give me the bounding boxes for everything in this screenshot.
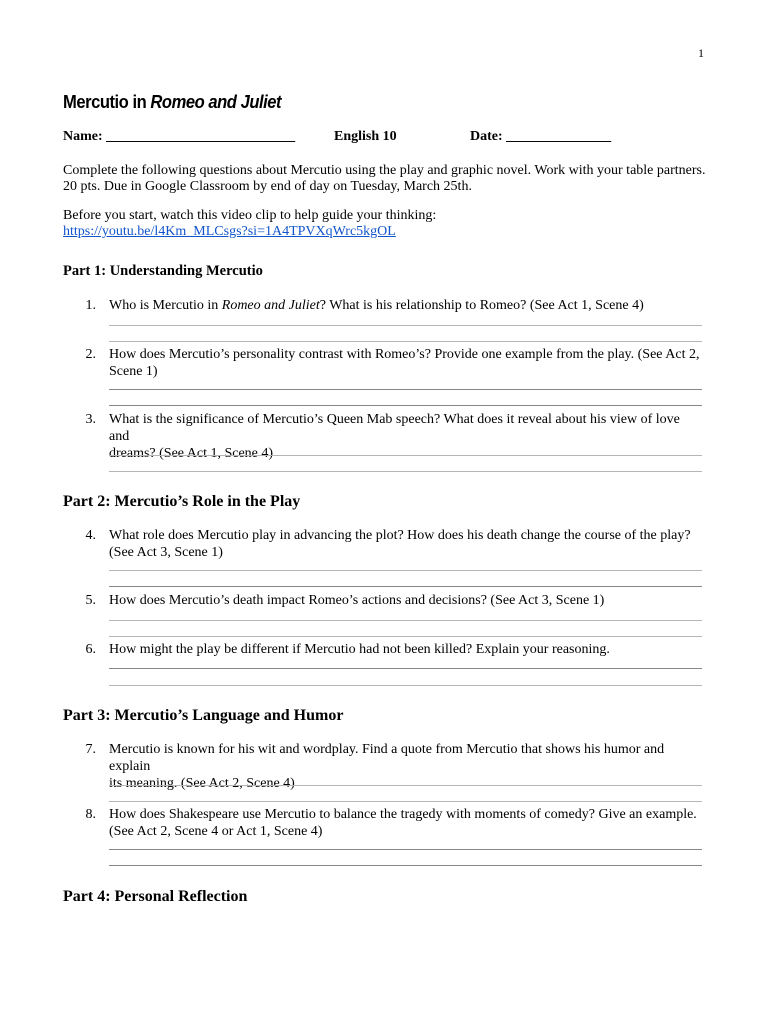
question-5 — [63, 592, 703, 609]
question-8 — [63, 806, 703, 840]
question-number: 3. — [85, 412, 96, 427]
question-number: 8. — [85, 807, 96, 822]
title-play-name: Romeo and Juliet — [150, 92, 282, 112]
question-text: How does Mercutio’s death impact Romeo’s actions and decisions? (See Act 3, Scene 1) — [109, 593, 605, 608]
answer-line[interactable] — [109, 325, 702, 326]
part-4-heading: Part 4: Personal Reflection — [63, 888, 248, 905]
question-number: 2. — [85, 347, 96, 362]
instructions-line-2: 20 pts. Due in Google Classroom by end of day on Tuesday, March 25th. — [63, 179, 472, 194]
part-2-heading: Part 2: Mercutio’s Role in the Play — [63, 493, 301, 510]
question-number: 7. — [85, 742, 96, 757]
question-text: How does Shakespeare use Mercutio to balance the tragedy with moments of comedy? Give an example. (See Act 2, Scene 4 or Act 1, Scene 4) — [109, 807, 697, 839]
question-1 — [63, 297, 703, 314]
answer-line[interactable] — [109, 586, 702, 587]
class-label: English 10 — [334, 129, 397, 144]
answer-line[interactable] — [109, 620, 702, 621]
answer-line[interactable] — [109, 455, 702, 456]
title-prefix: Mercutio in — [63, 92, 151, 112]
answer-line[interactable] — [109, 636, 702, 637]
answer-line[interactable] — [109, 801, 702, 802]
answer-line[interactable] — [109, 389, 702, 390]
video-prompt: Before you start, watch this video clip to help guide your thinking: — [63, 208, 437, 223]
question-6 — [63, 641, 703, 658]
answer-line[interactable] — [109, 405, 702, 406]
name-field[interactable]: Name: ___________________________ — [63, 129, 296, 144]
answer-line[interactable] — [109, 685, 702, 686]
date-field[interactable]: Date: _______________ — [470, 129, 612, 144]
question-text: How might the play be different if Mercutio had not been killed? Explain your reasoning. — [109, 642, 610, 657]
question-text: What role does Mercutio play in advancing the plot? How does his death change the course of the play? (See Act 3, Scene 1) — [109, 528, 691, 560]
answer-line[interactable] — [109, 849, 702, 850]
answer-line[interactable] — [109, 865, 702, 866]
instructions-line-1: Complete the following questions about Mercutio using the play and graphic novel. Work with your table partners. — [63, 163, 706, 178]
question-number: 5. — [85, 593, 96, 608]
video-section — [63, 208, 713, 240]
question-number: 6. — [85, 642, 96, 657]
answer-line[interactable] — [109, 341, 702, 342]
part-1-heading: Part 1: Understanding Mercutio — [63, 263, 263, 279]
video-link[interactable]: https://youtu.be/l4Km_MLCsgs?si=1A4TPVXqWrc5kgOL — [63, 224, 396, 239]
question-number: 4. — [85, 528, 96, 543]
question-number: 1. — [85, 298, 96, 313]
answer-line[interactable] — [109, 471, 702, 472]
question-text: Mercutio is known for his wit and wordplay. Find a quote from Mercutio that shows his humor and explain its meaning. (See Act 2, Scene 4) — [109, 742, 665, 791]
answer-line[interactable] — [109, 668, 702, 669]
answer-line[interactable] — [109, 570, 702, 571]
question-2 — [63, 346, 703, 380]
page-number: 1 — [698, 46, 704, 60]
answer-line[interactable] — [109, 785, 702, 786]
page-title — [63, 92, 281, 113]
question-text: Who is Mercutio in Romeo and Juliet? What is his relationship to Romeo? (See Act 1, Scene 4) — [109, 298, 644, 313]
question-text: How does Mercutio’s personality contrast with Romeo’s? Provide one example from the play. (See Act 2, Scene 1) — [109, 347, 700, 379]
part-3-heading: Part 3: Mercutio’s Language and Humor — [63, 707, 344, 724]
question-text: What is the significance of Mercutio’s Queen Mab speech? What does it reveal about his view of love and dreams? (See Act 1, Scene 4) — [109, 412, 680, 461]
question-4 — [63, 527, 703, 561]
instructions — [63, 163, 713, 195]
